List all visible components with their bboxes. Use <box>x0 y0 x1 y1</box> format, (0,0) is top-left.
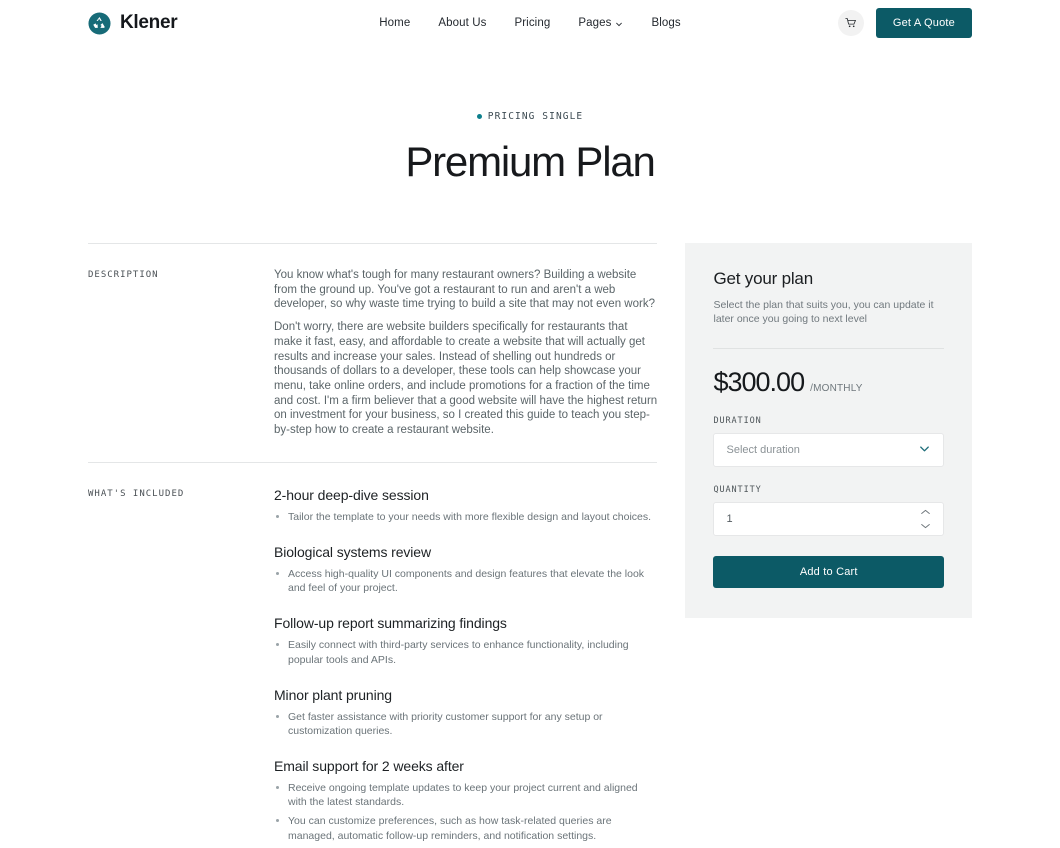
nav-item-blogs[interactable]: Blogs <box>651 17 681 29</box>
feature-bullets <box>274 781 657 843</box>
plan-card-subtitle: Select the plan that suits you, you can update it later once you going to next level <box>713 299 934 326</box>
feature-item <box>274 615 657 666</box>
feature-bullet: You can customize preferences, such as how task-related queries are managed, automatic follow-up reminders, and notification settings. <box>274 814 657 842</box>
page-content <box>0 243 1060 848</box>
description-body <box>274 268 657 438</box>
feature-bullet: Get faster assistance with priority customer support for any setup or customization queries. <box>274 710 657 738</box>
stepper-arrows[interactable] <box>920 506 931 532</box>
feature-bullet: Access high-quality UI components and design features that elevate the look and feel of your project. <box>274 567 657 595</box>
feature-bullets <box>274 567 657 595</box>
plan-card-divider <box>713 348 944 349</box>
feature-title: Biological systems review <box>274 544 431 561</box>
feature-item <box>274 758 657 843</box>
plan-price: $300.00 <box>713 367 805 398</box>
feature-bullet: Tailor the template to your needs with more flexible design and layout choices. <box>274 510 657 524</box>
quantity-label: QUANTITY <box>713 485 762 496</box>
feature-bullet: Receive ongoing template updates to keep your project current and aligned with the latest standards. <box>274 781 657 809</box>
nav-item-pages[interactable] <box>578 17 623 29</box>
feature-item <box>274 687 657 738</box>
nav-item-home[interactable]: Home <box>379 17 411 29</box>
eyebrow-dot-icon <box>477 114 482 119</box>
quantity-stepper[interactable] <box>713 502 944 536</box>
recycle-logo-icon <box>88 12 111 35</box>
chevron-up-icon[interactable] <box>920 506 931 518</box>
included-body <box>274 487 657 848</box>
nav-item-pages-label: Pages <box>578 17 612 29</box>
header-actions <box>838 8 972 38</box>
eyebrow-label: PRICING SINGLE <box>487 111 584 122</box>
feature-title: Follow-up report summarizing findings <box>274 615 507 632</box>
feature-title: Minor plant pruning <box>274 686 392 703</box>
site-header <box>0 0 1060 46</box>
add-to-cart-button[interactable]: Add to Cart <box>713 556 944 588</box>
included-section <box>88 462 657 848</box>
description-section <box>88 243 657 438</box>
chevron-down-icon <box>615 19 623 27</box>
feature-bullet: Easily connect with third-party services to enhance functionality, including popular tools and APIs. <box>274 638 657 666</box>
plan-price-row <box>713 367 944 398</box>
nav-item-pricing[interactable]: Pricing <box>514 17 551 29</box>
brand-name: Klener <box>120 12 178 33</box>
chevron-down-icon <box>918 442 931 458</box>
duration-select[interactable] <box>713 433 944 467</box>
feature-bullets <box>274 638 657 666</box>
feature-title: Email support for 2 weeks after <box>274 758 464 775</box>
plan-price-period: /MONTHLY <box>810 383 863 395</box>
duration-label: DURATION <box>713 416 762 427</box>
nav-item-about-us[interactable]: About Us <box>438 17 487 29</box>
feature-bullets <box>274 710 657 738</box>
description-label: DESCRIPTION <box>88 270 159 280</box>
feature-item <box>274 544 657 595</box>
shopping-cart-icon[interactable] <box>838 10 864 36</box>
page-title: Premium Plan <box>405 138 655 185</box>
feature-item <box>274 487 657 524</box>
brand-logo[interactable] <box>88 12 177 35</box>
description-paragraph: You know what's tough for many restaurant owners? Building a website from the ground up. You've got a restaurant to run and aren't a web developer, so why waste time trying to build a site that may not even work? <box>274 269 655 311</box>
plan-card <box>685 243 972 618</box>
feature-bullets <box>274 510 657 524</box>
quantity-value: 1 <box>726 513 733 526</box>
included-label: WHAT'S INCLUDED <box>88 488 185 499</box>
hero-section <box>0 46 1060 186</box>
get-a-quote-button[interactable]: Get A Quote <box>876 8 972 38</box>
chevron-down-icon[interactable] <box>920 520 931 532</box>
description-paragraph: Don't worry, there are website builders specifically for restaurants that make it fast, easy, and affordable to create a website that will actually get results and increase your sales. Instead of shelling out hundreds or thousands of dollars to a developer, these tools can help showcase your menu, take online orders, and include promotions for a fraction of the time and cost. I'm a firm believer that a good website will have the highest return on investment for your business, so I created this guide to teach you step-by-step how to create a restaurant website. <box>274 321 658 437</box>
feature-title: 2-hour deep-dive session <box>274 486 429 503</box>
page-eyebrow <box>477 111 583 122</box>
duration-select-value: Select duration <box>726 444 800 457</box>
plan-card-title: Get your plan <box>713 269 813 288</box>
left-column <box>88 243 657 848</box>
